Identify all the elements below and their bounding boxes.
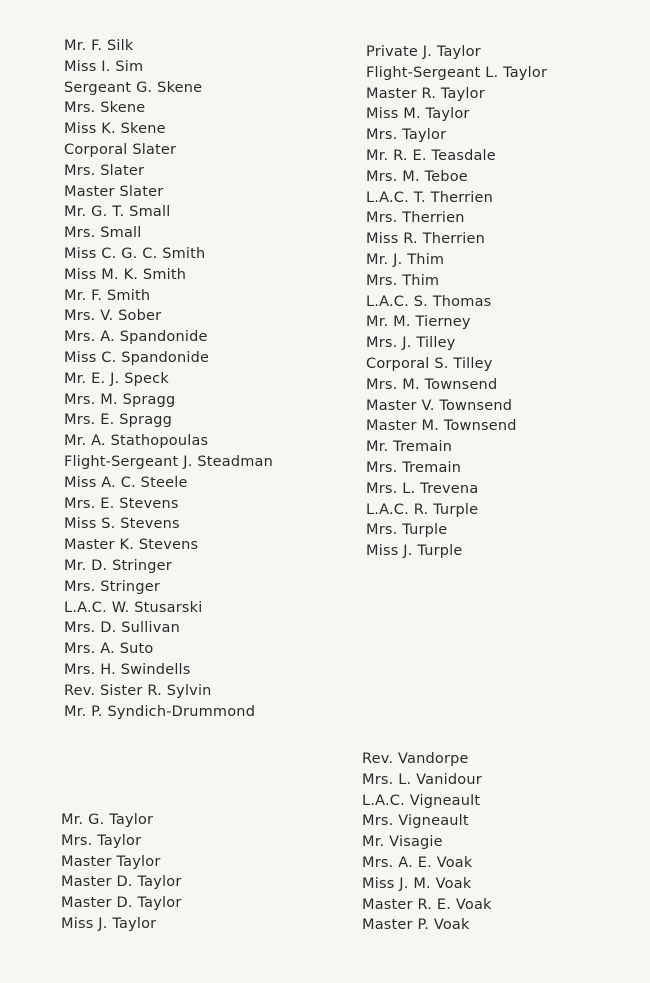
name-entry: Mrs. M. Teboe [366, 168, 468, 185]
name-entry: L.A.C. T. Therrien [366, 189, 494, 206]
name-entry: Corporal S. Tilley [366, 355, 493, 372]
name-entry: Mrs. Skene [64, 100, 146, 117]
name-entry: Rev. Vandorpe [362, 751, 469, 767]
name-entry: Miss I. Sim [64, 58, 144, 75]
name-entry: Mrs. E. Stevens [64, 495, 179, 512]
name-entry: Private J. Taylor [366, 44, 481, 60]
name-entry: Miss C. Spandonide [64, 349, 210, 366]
name-list-left-top [64, 36, 273, 722]
name-entry: Miss M. Taylor [366, 106, 470, 123]
name-entry: Mr. Tremain [366, 439, 453, 456]
name-entry: Mr. G. Taylor [61, 812, 154, 828]
name-entry: L.A.C. Vigneault [362, 792, 481, 809]
name-list-right-bottom [362, 749, 492, 936]
name-entry: Master D. Taylor [61, 874, 182, 891]
name-entry: Mrs. Taylor [366, 127, 447, 144]
name-entry: Mr. F. Silk [64, 38, 134, 54]
name-entry: Mrs. L. Vanidour [362, 771, 482, 788]
name-entry: Mrs. Turple [366, 522, 448, 539]
name-entry: Miss S. Stevens [64, 516, 180, 533]
name-entry: Master M. Townsend [366, 418, 517, 435]
name-list-right-top [366, 42, 547, 562]
name-entry: Mr. P. Syndich-Drummond [64, 703, 256, 720]
name-entry: Miss J. M. Voak [362, 875, 472, 892]
name-entry: Mrs. Stringer [64, 578, 161, 595]
name-entry: Mr. F. Smith [64, 287, 151, 304]
name-entry: Miss K. Skene [64, 121, 166, 138]
name-entry: Mrs. Therrien [366, 210, 465, 227]
name-entry: Master D. Taylor [61, 895, 182, 912]
name-entry: Flight-Sergeant J. Steadman [64, 453, 274, 470]
name-entry: Mrs. Vigneault [362, 813, 469, 830]
name-entry: Miss J. Taylor [61, 915, 157, 932]
name-entry: Master R. Taylor [366, 85, 485, 102]
name-entry: Miss J. Turple [366, 543, 463, 560]
name-entry: Mr. Visagie [362, 834, 443, 851]
name-entry: Miss R. Therrien [366, 231, 486, 248]
name-entry: Corporal Slater [64, 141, 177, 158]
name-entry: Mrs. A. Suto [64, 641, 154, 658]
name-entry: Rev. Sister R. Sylvin [64, 682, 212, 699]
name-entry: Master Taylor [61, 853, 161, 870]
name-entry: Mrs. A. Spandonide [64, 329, 208, 346]
name-entry: Mrs. L. Trevena [366, 480, 479, 497]
name-entry: Mr. G. T. Small [64, 204, 171, 221]
name-entry: Mrs. Thim [366, 272, 440, 289]
name-entry: Mrs. E. Spragg [64, 412, 173, 429]
name-entry: Mrs. Tremain [366, 459, 462, 476]
name-entry: Flight-Sergeant L. Taylor [366, 64, 548, 81]
name-entry: Master P. Voak [362, 917, 470, 934]
name-entry: Mr. R. E. Teasdale [366, 147, 496, 164]
name-entry: Mrs. Taylor [61, 832, 142, 849]
name-entry: Mrs. Small [64, 225, 142, 242]
name-entry: Master R. E. Voak [362, 896, 492, 913]
name-entry: Mrs. J. Tilley [366, 335, 456, 352]
name-entry: Mr. E. J. Speck [64, 370, 169, 387]
name-entry: Mr. D. Stringer [64, 557, 172, 574]
name-entry: Mrs. Slater [64, 162, 145, 179]
name-entry: Miss A. C. Steele [64, 474, 188, 491]
name-entry: Mrs. M. Townsend [366, 376, 498, 393]
name-entry: Mrs. H. Swindells [64, 661, 191, 678]
name-entry: Mr. A. Stathopoulas [64, 433, 209, 450]
name-entry: Miss M. K. Smith [64, 266, 187, 283]
name-entry: Mrs. M. Spragg [64, 391, 176, 408]
name-entry: Mrs. A. E. Voak [362, 854, 473, 871]
name-entry: Mrs. D. Sullivan [64, 620, 180, 637]
name-entry: Mrs. V. Sober [64, 308, 162, 325]
name-entry: Master Slater [64, 183, 164, 200]
name-entry: L.A.C. S. Thomas [366, 293, 492, 310]
name-entry: Master K. Stevens [64, 537, 199, 554]
name-entry: Master V. Townsend [366, 397, 513, 414]
name-entry: L.A.C. W. Stusarski [64, 599, 203, 616]
name-entry: Sergeant G. Skene [64, 79, 203, 96]
name-entry: L.A.C. R. Turple [366, 501, 479, 518]
name-list-left-bottom [61, 810, 182, 935]
name-entry: Mr. M. Tierney [366, 314, 471, 331]
name-entry: Miss C. G. C. Smith [64, 245, 206, 262]
name-entry: Mr. J. Thim [366, 251, 445, 268]
